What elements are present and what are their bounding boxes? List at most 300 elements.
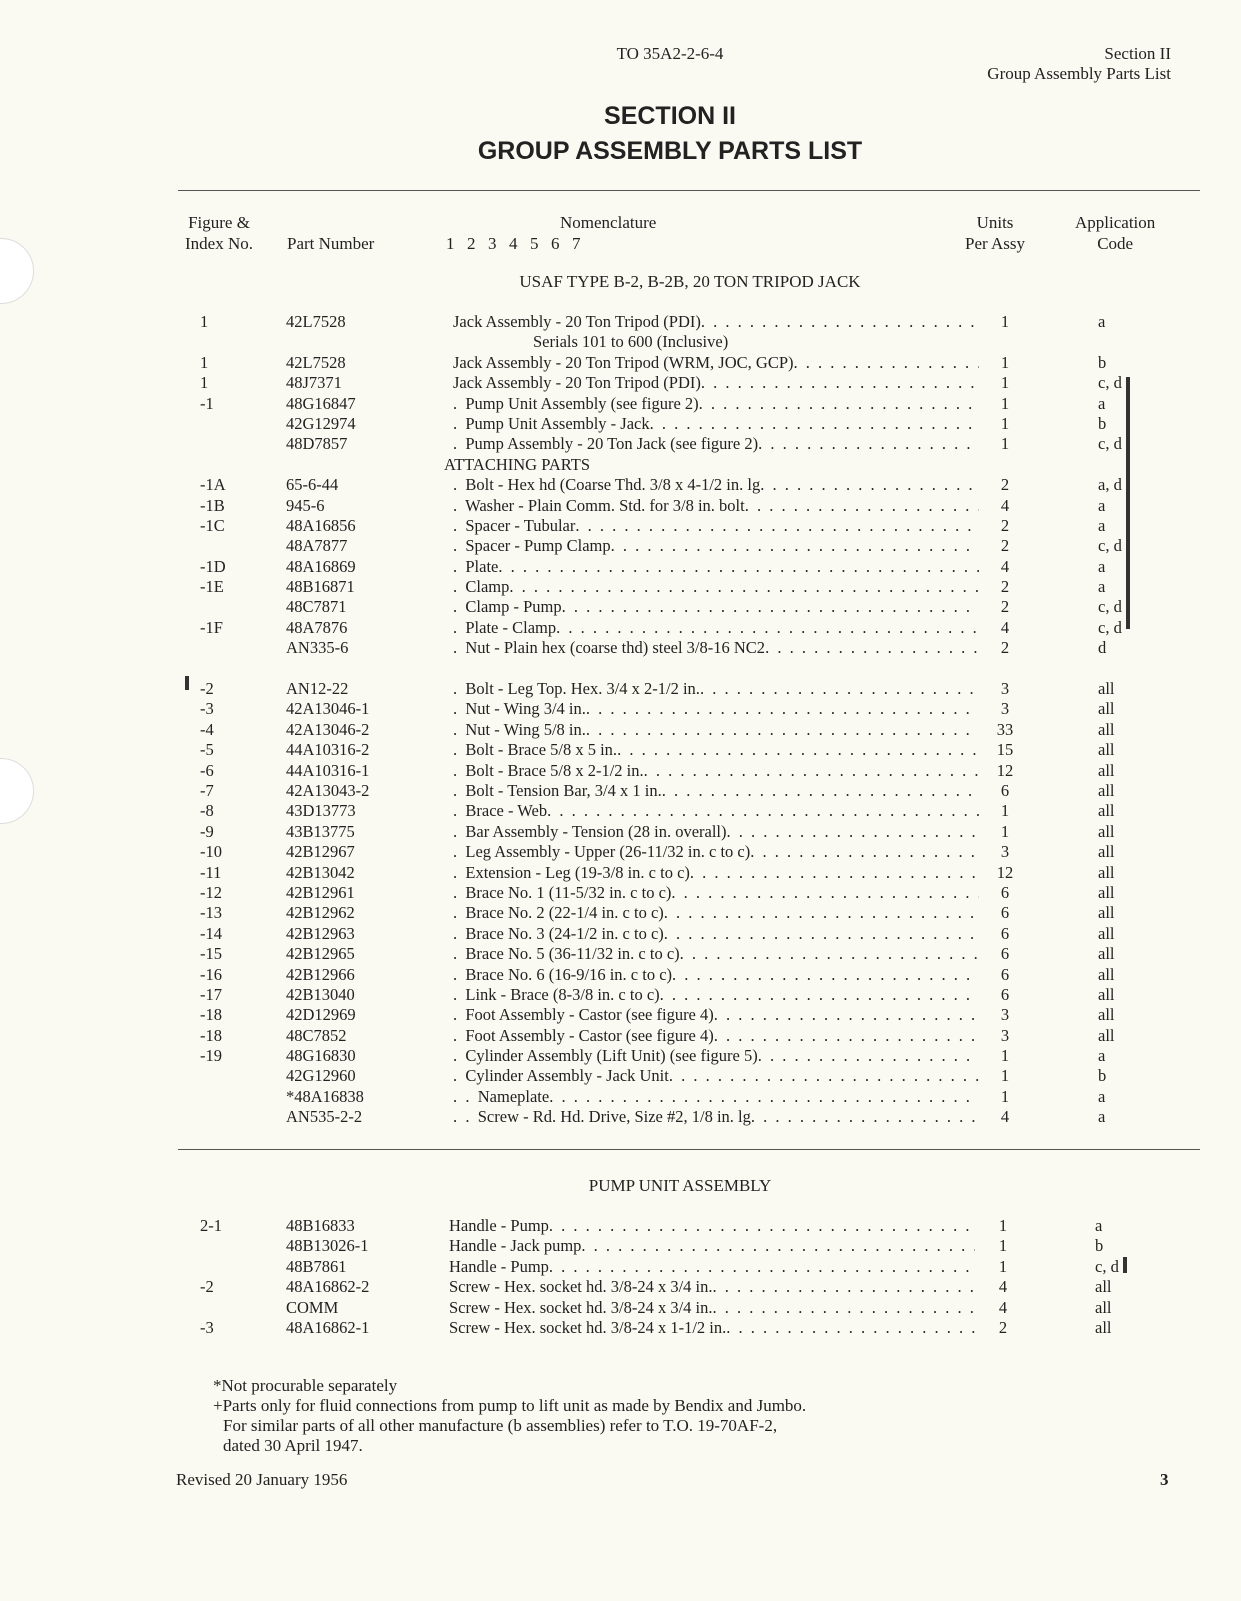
nomenclature [453, 373, 979, 393]
figure-index: -5 [200, 740, 214, 760]
figure-index: -9 [200, 821, 214, 841]
col-part-number-header: Part Number [287, 234, 375, 253]
col-units-line2: Per Assy [965, 234, 1025, 253]
leader-dots [700, 679, 979, 699]
leader-dots [660, 985, 979, 1005]
nomenclature-text: . . Nameplate [453, 1086, 550, 1106]
leader-dots [586, 720, 979, 740]
part-number: 42B12966 [286, 964, 355, 984]
units-per-assy: 2 [998, 1317, 1008, 1337]
section2-heading: PUMP UNIT ASSEMBLY [588, 1176, 772, 1195]
leader-dots [726, 1318, 975, 1338]
running-header [987, 44, 1171, 84]
units-per-assy: 3 [1000, 1025, 1010, 1045]
notes [213, 1376, 806, 1456]
nomenclature [453, 353, 979, 373]
part-number: 48B16833 [286, 1216, 355, 1235]
table-row [0, 618, 1241, 638]
units-per-assy: 6 [1000, 882, 1010, 902]
nomenclature-text: . Extension - Leg (19-3/8 in. c to c) [453, 862, 690, 882]
table-row [0, 638, 1241, 658]
application-code: all [1098, 780, 1115, 800]
application-code: a [1098, 1086, 1106, 1106]
figure-index: 1 [200, 373, 209, 393]
leader-dots [713, 1277, 976, 1297]
units-per-assy: 1 [1000, 1086, 1010, 1106]
table-row [0, 1216, 1241, 1236]
nomenclature [453, 883, 979, 903]
table-row [0, 496, 1241, 516]
nomenclature-text: . Clamp - Pump [453, 597, 562, 617]
figure-index: -2 [200, 679, 214, 699]
part-number: 48D7857 [286, 434, 348, 454]
nomenclature-text: ATTACHING PARTS [444, 454, 591, 474]
part-number: 44A10316-2 [286, 740, 370, 760]
nomenclature-text: Jack Assembly - 20 Ton Tripod (PDI) [453, 312, 701, 331]
application-code: all [1098, 964, 1115, 984]
application-code: a [1098, 393, 1106, 413]
nomenclature [449, 1257, 975, 1277]
leader-dots [549, 1087, 979, 1107]
col-code-line1: Application [1075, 213, 1156, 232]
table-row [0, 312, 1241, 332]
nomenclature [449, 1216, 975, 1236]
application-code: a [1098, 495, 1106, 515]
figure-index: -1 [200, 393, 214, 413]
nomenclature [453, 965, 979, 985]
units-per-assy: 12 [996, 862, 1014, 882]
part-number: 44A10316-1 [286, 760, 370, 780]
nomenclature [453, 740, 979, 760]
part-number: 43D13773 [286, 801, 356, 821]
table-row [0, 781, 1241, 801]
top-rule [178, 190, 1200, 191]
leader-dots [745, 496, 979, 516]
application-code: a [1098, 1046, 1106, 1066]
part-number: 42B12963 [286, 923, 355, 943]
part-number: 48A16862-1 [286, 1317, 370, 1337]
application-code: all [1098, 821, 1115, 841]
table-row [0, 434, 1241, 454]
col-code-header [1075, 212, 1155, 254]
nomenclature [453, 822, 979, 842]
leader-dots [586, 699, 979, 719]
nomenclature [449, 1236, 975, 1256]
part-number: 48G16847 [286, 393, 356, 413]
header-section-title: Group Assembly Parts List [987, 64, 1171, 83]
leader-dots [690, 863, 979, 883]
nomenclature [453, 597, 979, 617]
table-row [0, 1107, 1241, 1127]
application-code: all [1098, 944, 1115, 964]
nomenclature [453, 394, 979, 414]
nomenclature-text: . Bolt - Tension Bar, 3/4 x 1 in. [453, 780, 662, 800]
nomenclature-text: Handle - Jack pump [449, 1236, 582, 1256]
nomenclature-text: . Nut - Wing 3/4 in. [453, 699, 586, 719]
part-number: 42G12974 [286, 413, 356, 433]
part-number: 42B12967 [286, 842, 355, 862]
table-row [0, 353, 1241, 373]
units-per-assy: 4 [1000, 495, 1010, 515]
figure-index: -14 [200, 923, 222, 943]
figure-index: -10 [200, 842, 222, 862]
figure-index: -18 [200, 1005, 222, 1025]
nomenclature [453, 842, 979, 862]
leader-dots [701, 312, 979, 332]
nomenclature-text: . Bar Assembly - Tension (28 in. overall) [453, 821, 727, 841]
application-code: d [1098, 638, 1107, 658]
nomenclature [453, 1066, 979, 1086]
figure-index: -7 [200, 780, 214, 800]
units-per-assy: 1 [998, 1236, 1008, 1256]
application-code: a [1098, 515, 1106, 535]
leader-dots [758, 1046, 979, 1066]
figure-index: -1F [200, 617, 223, 637]
leader-dots [758, 434, 979, 454]
leader-dots [727, 822, 980, 842]
nomenclature-text: . Foot Assembly - Castor (see figure 4) [453, 1025, 714, 1045]
leader-dots [714, 1005, 979, 1025]
units-per-assy: 4 [1000, 1107, 1010, 1127]
leader-dots [794, 353, 980, 373]
units-per-assy: 6 [1000, 780, 1010, 800]
nomenclature-text: . Spacer - Pump Clamp [453, 536, 611, 556]
application-code: a [1098, 556, 1106, 576]
application-code: all [1098, 801, 1115, 821]
nomenclature [449, 1318, 975, 1338]
col-nomenclature-header: Nomenclature [560, 213, 657, 232]
leader-dots [650, 414, 979, 434]
leader-dots [644, 761, 979, 781]
nomenclature-text: . . Screw - Rd. Hd. Drive, Size #2, 1/8 in. lg [453, 1107, 751, 1127]
mid-rule [178, 1149, 1200, 1150]
units-per-assy: 3 [1000, 842, 1010, 862]
application-code: c, d [1095, 1256, 1119, 1276]
part-number: AN335-6 [286, 638, 349, 658]
header-section: Section II [1104, 44, 1171, 63]
table-row [0, 475, 1241, 495]
nomenclature-text: . Bolt - Brace 5/8 x 2-1/2 in. [453, 760, 644, 780]
nomenclature-text: . Spacer - Tubular [453, 515, 576, 535]
section1-heading: USAF TYPE B-2, B-2B, 20 TON TRIPOD JACK [519, 272, 861, 291]
col-units-header [965, 212, 1025, 254]
leader-dots [547, 801, 979, 821]
nomenclature-text: . Plate - Clamp [453, 617, 557, 637]
application-code: all [1098, 1025, 1115, 1045]
part-number: 42B12962 [286, 903, 355, 923]
part-number: 48A16856 [286, 515, 356, 535]
nomenclature [453, 1046, 979, 1066]
units-per-assy: 6 [1000, 984, 1010, 1004]
leader-dots [664, 903, 979, 923]
part-number: 42D12969 [286, 1005, 356, 1025]
leader-dots [662, 781, 979, 801]
leader-dots [751, 1107, 979, 1127]
leader-dots [581, 1236, 975, 1256]
table-row [0, 842, 1241, 862]
application-code: all [1098, 862, 1115, 882]
part-number: 42B12965 [286, 944, 355, 964]
note-4: dated 30 April 1947. [223, 1436, 363, 1455]
application-code: a [1095, 1216, 1103, 1235]
part-number: AN12-22 [286, 679, 349, 699]
units-per-assy: 1 [1000, 373, 1010, 393]
nomenclature-text: . Bolt - Brace 5/8 x 5 in. [453, 740, 618, 760]
nomenclature [449, 1277, 975, 1297]
application-code: c, d [1098, 536, 1122, 556]
figure-index: -1E [200, 577, 224, 597]
table-row [0, 985, 1241, 1005]
figure-index: -12 [200, 882, 222, 902]
units-per-assy: 6 [1000, 944, 1010, 964]
part-number: 48A7876 [286, 617, 348, 637]
application-code: b [1098, 1066, 1107, 1086]
nomenclature [453, 516, 979, 536]
leader-dots [611, 536, 979, 556]
table-row [0, 965, 1241, 985]
nomenclature-text: Screw - Hex. socket hd. 3/8-24 x 3/4 in. [449, 1277, 713, 1297]
nomenclature-text: . Leg Assembly - Upper (26-11/32 in. c to c) [453, 842, 751, 862]
col-figure-line2: Index No. [185, 234, 253, 253]
leader-dots [664, 924, 979, 944]
col-indent-levels: 1 2 3 4 5 6 7 [446, 234, 581, 253]
nomenclature-text: . Brace No. 6 (16-9/16 in. c to c) [453, 964, 673, 984]
figure-index: -17 [200, 984, 222, 1004]
part-number: 48G16830 [286, 1046, 356, 1066]
table-row [0, 1005, 1241, 1025]
nomenclature-text: Jack Assembly - 20 Ton Tripod (WRM, JOC, GCP) [453, 352, 794, 372]
nomenclature-text: Jack Assembly - 20 Ton Tripod (PDI) [453, 373, 701, 393]
leader-dots [699, 394, 979, 414]
table-row [0, 903, 1241, 923]
figure-index: -4 [200, 719, 214, 739]
nomenclature [453, 985, 979, 1005]
application-code: a [1098, 1107, 1106, 1127]
part-number: 42L7528 [286, 312, 346, 331]
units-per-assy: 1 [1000, 393, 1010, 413]
leader-dots [549, 1257, 975, 1277]
nomenclature-text: . Brace No. 3 (24-1/2 in. c to c) [453, 923, 664, 943]
nomenclature-text: . Brace No. 1 (11-5/32 in. c to c) [453, 882, 672, 902]
nomenclature-text: . Pump Unit Assembly - Jack [453, 413, 650, 433]
table-row [0, 761, 1241, 781]
part-number: *48A16838 [286, 1086, 364, 1106]
change-bar [1123, 1257, 1127, 1273]
nomenclature-text: . Pump Assembly - 20 Ton Jack (see figure 2) [453, 434, 759, 454]
application-code: all [1098, 903, 1115, 923]
leader-dots [498, 557, 979, 577]
units-per-assy: 1 [1000, 1046, 1010, 1066]
table-row [0, 536, 1241, 556]
units-per-assy: 1 [998, 1256, 1008, 1276]
units-per-assy: 1 [1000, 352, 1010, 372]
units-per-assy: 1 [998, 1216, 1008, 1235]
table-row [0, 944, 1241, 964]
units-per-assy: 1 [1000, 801, 1010, 821]
table-row [0, 373, 1241, 393]
figure-index: 1 [200, 352, 209, 372]
application-code: c, d [1098, 434, 1122, 454]
units-per-assy: 2 [1000, 475, 1010, 495]
units-per-assy: 3 [1000, 699, 1010, 719]
nomenclature-text: . Brace - Web [453, 801, 548, 821]
leader-dots [549, 1216, 975, 1236]
application-code: all [1098, 699, 1115, 719]
units-per-assy: 2 [1000, 577, 1010, 597]
part-number: 43B13775 [286, 821, 355, 841]
table-row [0, 1046, 1241, 1066]
nomenclature-text: . Link - Brace (8-3/8 in. c to c) [453, 984, 660, 1004]
part-number: 48B13026-1 [286, 1236, 369, 1256]
table-row [0, 883, 1241, 903]
table-row [0, 1318, 1241, 1338]
leader-dots [617, 740, 979, 760]
leader-dots [575, 516, 979, 536]
part-number: 48A7877 [286, 536, 348, 556]
section-subtitle: GROUP ASSEMBLY PARTS LIST [477, 137, 863, 165]
page-number: 3 [1160, 1470, 1169, 1489]
application-code: c, d [1098, 597, 1122, 617]
part-number: COMM [286, 1297, 339, 1317]
nomenclature [453, 577, 979, 597]
leader-dots [714, 1026, 979, 1046]
application-code: b [1095, 1236, 1104, 1256]
table-row [0, 394, 1241, 414]
part-number: 42A13046-2 [286, 719, 370, 739]
leader-dots [701, 373, 979, 393]
col-figure-line1: Figure & [188, 213, 250, 232]
nomenclature-text: . Foot Assembly - Castor (see figure 4) [453, 1005, 714, 1025]
nomenclature-text: . Bolt - Leg Top. Hex. 3/4 x 2-1/2 in. [453, 679, 700, 699]
table-row [0, 1277, 1241, 1297]
table-row [0, 924, 1241, 944]
nomenclature-text: . Pump Unit Assembly (see figure 2) [453, 393, 699, 413]
leader-dots [562, 597, 979, 617]
units-per-assy: 2 [1000, 536, 1010, 556]
nomenclature [453, 781, 979, 801]
col-code-line2: Code [1097, 234, 1134, 253]
part-number: 42A13046-1 [286, 699, 370, 719]
nomenclature-text: Screw - Hex. socket hd. 3/8-24 x 3/4 in. [449, 1297, 713, 1317]
nomenclature-text: . Bolt - Hex hd (Coarse Thd. 3/8 x 4-1/2 in. lg [453, 475, 761, 495]
nomenclature-text: Screw - Hex. socket hd. 3/8-24 x 1-1/2 in. [449, 1317, 727, 1337]
part-number: 48J7371 [286, 373, 342, 393]
table-row [0, 332, 1241, 352]
table-row [0, 577, 1241, 597]
nomenclature [453, 679, 979, 699]
table-row [0, 822, 1241, 842]
nomenclature [453, 801, 979, 821]
change-bar [1126, 377, 1130, 629]
nomenclature-text: Handle - Pump [449, 1216, 549, 1235]
application-code: all [1098, 1005, 1115, 1025]
part-number: 42G12960 [286, 1066, 356, 1086]
table-row [0, 1257, 1241, 1277]
table-row [0, 740, 1241, 760]
units-per-assy: 6 [1000, 923, 1010, 943]
nomenclature [453, 1087, 979, 1107]
part-number: 48C7852 [286, 1025, 347, 1045]
note-2: +Parts only for fluid connections from pump to lift unit as made by Bendix and Jumbo. [213, 1396, 807, 1415]
units-per-assy: 33 [996, 719, 1014, 739]
leader-dots [760, 475, 979, 495]
application-code: a [1098, 577, 1106, 597]
leader-dots [671, 883, 979, 903]
nomenclature [453, 1107, 979, 1127]
punch-hole [0, 238, 34, 304]
part-number: AN535-2-2 [286, 1107, 363, 1127]
application-code: all [1098, 984, 1115, 1004]
nomenclature [453, 1005, 979, 1025]
units-per-assy: 3 [1000, 679, 1010, 699]
nomenclature [453, 761, 979, 781]
part-number: 48B16871 [286, 577, 355, 597]
table-row [0, 455, 1241, 475]
units-per-assy: 6 [1000, 964, 1010, 984]
units-per-assy: 1 [1000, 413, 1010, 433]
units-per-assy: 2 [1000, 638, 1010, 658]
part-number: 42B13040 [286, 984, 355, 1004]
units-per-assy: 2 [1000, 515, 1010, 535]
application-code: all [1098, 740, 1115, 760]
part-number: 42A13043-2 [286, 780, 370, 800]
nomenclature [449, 1298, 975, 1318]
units-per-assy: 6 [1000, 903, 1010, 923]
figure-index: -19 [200, 1046, 222, 1066]
figure-index: -1D [200, 556, 226, 576]
figure-index: -18 [200, 1025, 222, 1045]
figure-index: -6 [200, 760, 214, 780]
part-number: 945-6 [286, 495, 325, 515]
table-row [0, 597, 1241, 617]
leader-dots [750, 842, 979, 862]
part-number: 48C7871 [286, 597, 347, 617]
units-per-assy: 4 [998, 1277, 1008, 1297]
nomenclature-text: . Clamp [453, 577, 510, 597]
figure-index: -11 [200, 862, 222, 882]
nomenclature-text: . Cylinder Assembly - Jack Unit [453, 1066, 669, 1086]
table-row [0, 1236, 1241, 1256]
nomenclature [453, 1026, 979, 1046]
figure-index: -15 [200, 944, 222, 964]
figure-index: -16 [200, 964, 222, 984]
nomenclature [453, 496, 979, 516]
nomenclature [453, 475, 979, 495]
figure-index: -1A [200, 475, 226, 495]
note-3: For similar parts of all other manufacture (b assemblies) refer to T.O. 19-70AF-2, [223, 1416, 778, 1435]
leader-dots [672, 965, 979, 985]
application-code: b [1098, 352, 1107, 372]
application-code: c, d [1098, 373, 1122, 393]
part-number: 42L7528 [286, 352, 346, 372]
application-code: c, d [1098, 617, 1122, 637]
nomenclature [453, 312, 979, 332]
nomenclature-text: . Washer - Plain Comm. Std. for 3/8 in. bolt [453, 495, 745, 515]
pump-parts-table [0, 1216, 1241, 1338]
nomenclature [453, 557, 979, 577]
table-row [0, 699, 1241, 719]
nomenclature-text: . Nut - Wing 5/8 in. [453, 719, 586, 739]
nomenclature-text: . Brace No. 5 (36-11/32 in. c to c) [453, 944, 680, 964]
nomenclature [453, 720, 979, 740]
figure-index: 1 [200, 312, 209, 331]
figure-index: -2 [200, 1277, 214, 1297]
nomenclature-text: . Nut - Plain hex (coarse thd) steel 3/8-16 NC2 [453, 638, 766, 658]
units-per-assy: 4 [998, 1297, 1008, 1317]
figure-index: -13 [200, 903, 222, 923]
nomenclature [453, 414, 979, 434]
figure-index: -1C [200, 515, 225, 535]
